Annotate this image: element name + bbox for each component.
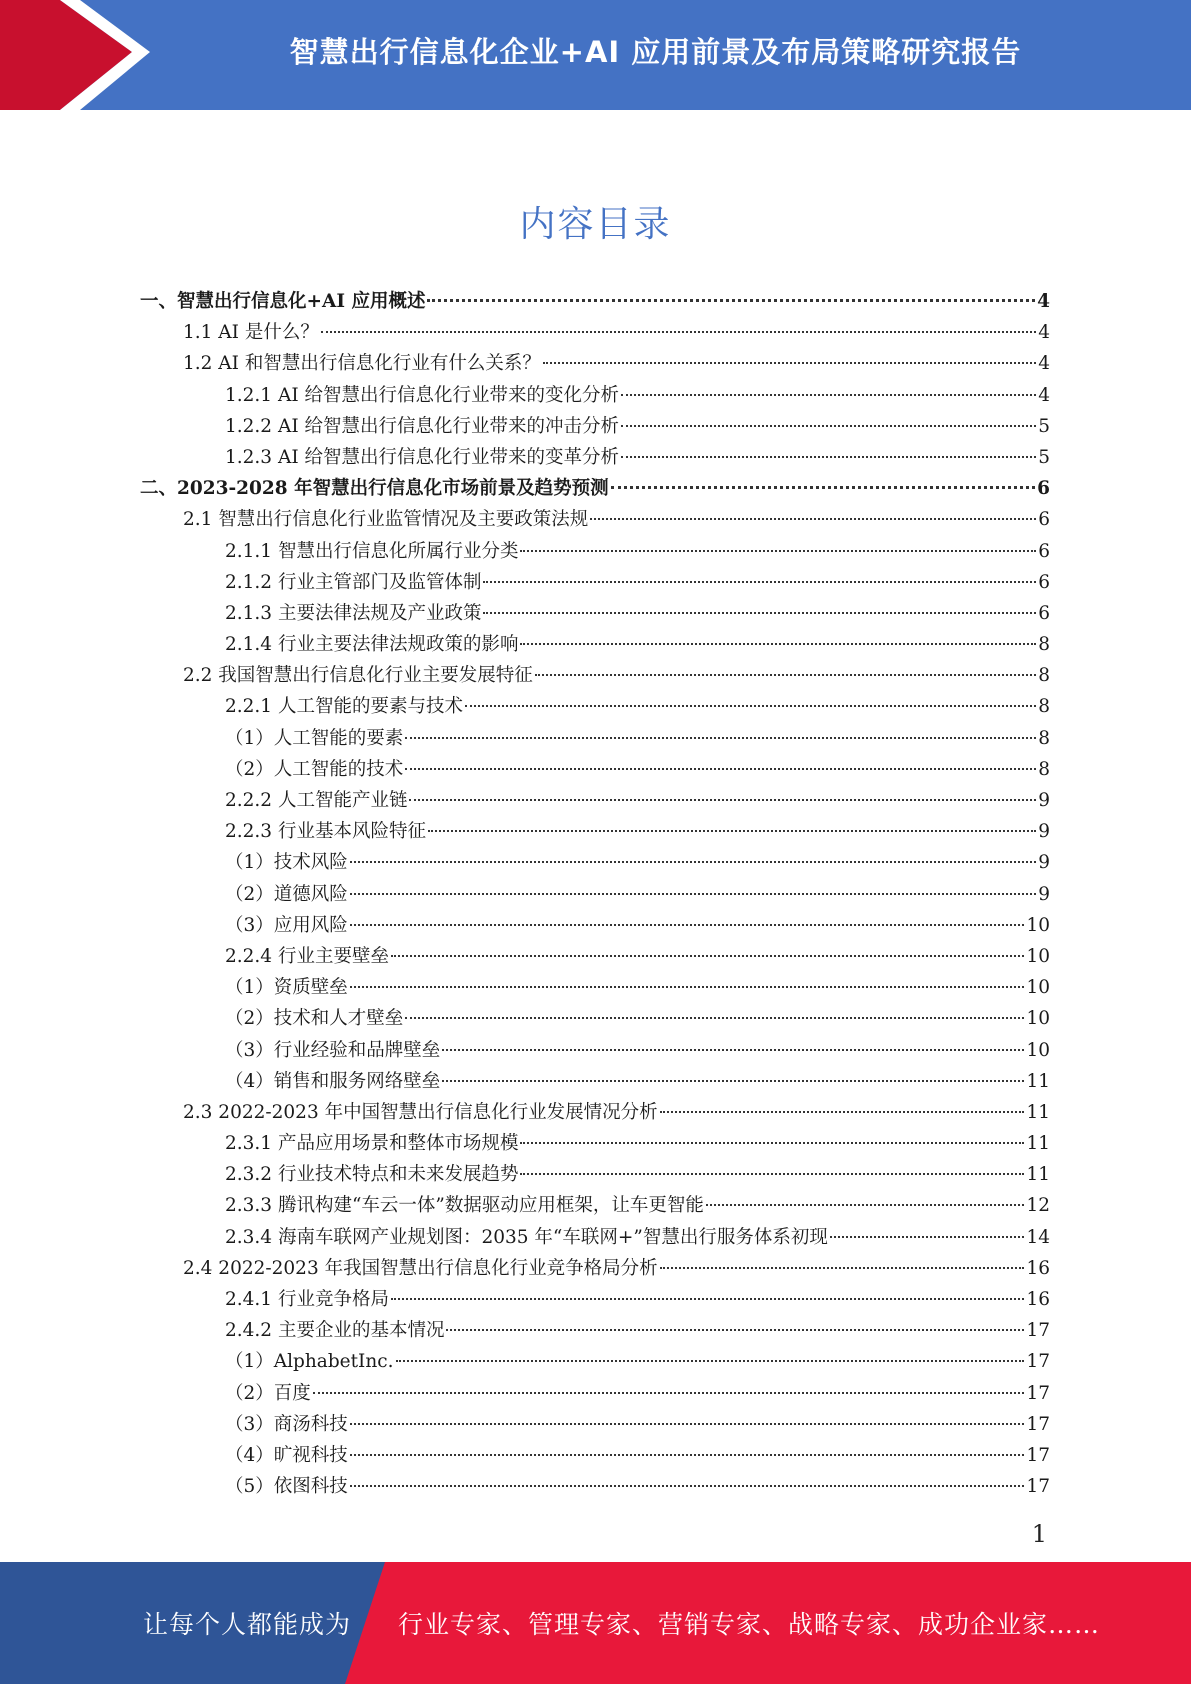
toc-entry[interactable] bbox=[140, 1066, 1050, 1097]
toc-entry-page: 9 bbox=[1038, 821, 1050, 843]
toc-entry-page: 4 bbox=[1037, 291, 1050, 312]
toc-entry[interactable] bbox=[140, 754, 1050, 785]
toc-entry-label: （1）技术风险 bbox=[225, 852, 348, 874]
toc-entry-label: 2.4 2022-2023 年我国智慧出行信息化行业竞争格局分析 bbox=[183, 1257, 658, 1279]
toc-dot-leader bbox=[313, 1392, 1025, 1394]
toc-entry[interactable] bbox=[140, 1003, 1050, 1034]
toc-entry[interactable] bbox=[140, 691, 1050, 722]
toc-entry-label: 2.3.1 产品应用场景和整体市场规模 bbox=[225, 1133, 519, 1155]
toc-entry[interactable] bbox=[140, 536, 1050, 567]
toc-entry-page: 10 bbox=[1026, 914, 1050, 936]
toc-entry-label: （2）技术和人才壁垒 bbox=[225, 1008, 404, 1030]
toc-entry-label: （1）AlphabetInc. bbox=[225, 1351, 394, 1373]
toc-entry-label: （2）道德风险 bbox=[225, 883, 348, 905]
toc-entry-page: 17 bbox=[1026, 1320, 1050, 1342]
toc-entry[interactable] bbox=[140, 286, 1050, 317]
toc-dot-leader bbox=[520, 1142, 1024, 1144]
toc-dot-leader bbox=[391, 955, 1024, 957]
toc-dot-leader bbox=[465, 705, 1036, 707]
toc-entry-page: 4 bbox=[1038, 353, 1050, 375]
toc-entry-label: 1.2 AI 和智慧出行信息化行业有什么关系？ bbox=[183, 353, 541, 375]
toc-entry-label: 2.3.3 腾讯构建“车云一体”数据驱动应用框架，让车更智能 bbox=[225, 1195, 704, 1217]
footer-banner bbox=[0, 1562, 1191, 1684]
toc-entry[interactable] bbox=[140, 1471, 1050, 1502]
toc-entry-label: 2.2.1 人工智能的要素与技术 bbox=[225, 696, 463, 718]
table-of-contents bbox=[140, 286, 1050, 1502]
toc-entry-page: 17 bbox=[1026, 1382, 1050, 1404]
toc-dot-leader bbox=[350, 986, 1025, 988]
toc-dot-leader bbox=[427, 299, 1035, 302]
header-chevron-decoration bbox=[0, 0, 160, 110]
toc-entry[interactable] bbox=[140, 660, 1050, 691]
toc-entry-label: 2.1 智慧出行信息化行业监管情况及主要政策法规 bbox=[183, 509, 589, 531]
toc-entry[interactable] bbox=[140, 1409, 1050, 1440]
toc-entry-label: 2.4.1 行业竞争格局 bbox=[225, 1289, 389, 1310]
toc-entry-label: （5）依图科技 bbox=[225, 1476, 348, 1498]
toc-entry-page: 17 bbox=[1026, 1476, 1050, 1498]
toc-dot-leader bbox=[442, 1080, 1024, 1082]
toc-entry-label: （3）商汤科技 bbox=[225, 1413, 348, 1435]
toc-entry[interactable] bbox=[140, 1253, 1050, 1284]
toc-entry-label: （1）资质壁垒 bbox=[225, 977, 348, 999]
toc-entry-label: 2.2 我国智慧出行信息化行业主要发展特征 bbox=[183, 665, 533, 687]
toc-entry[interactable] bbox=[140, 723, 1050, 754]
toc-entry-page: 10 bbox=[1026, 977, 1050, 999]
toc-dot-leader bbox=[660, 1111, 1025, 1113]
toc-entry-page: 4 bbox=[1038, 322, 1050, 344]
toc-entry-label: 2.2.2 人工智能产业链 bbox=[225, 790, 408, 811]
toc-dot-leader bbox=[543, 362, 1036, 364]
toc-entry[interactable] bbox=[140, 1035, 1050, 1066]
toc-entry-label: （3）应用风险 bbox=[225, 914, 348, 936]
toc-dot-leader bbox=[350, 1423, 1025, 1425]
toc-entry-page: 17 bbox=[1026, 1351, 1050, 1373]
toc-dot-leader bbox=[520, 1173, 1024, 1175]
toc-dot-leader bbox=[621, 425, 1036, 427]
toc-entry[interactable] bbox=[140, 348, 1050, 379]
toc-entry-page: 8 bbox=[1038, 696, 1050, 718]
toc-dot-leader bbox=[520, 550, 1036, 552]
toc-entry-page: 8 bbox=[1038, 727, 1050, 749]
toc-entry-label: 2.1.2 行业主管部门及监管体制 bbox=[225, 571, 482, 593]
toc-entry[interactable] bbox=[140, 629, 1050, 660]
toc-entry[interactable] bbox=[140, 1315, 1050, 1346]
toc-entry-label: 2.3.4 海南车联网产业规划图：2035 年“车联网+”智慧出行服务体系初现 bbox=[225, 1226, 828, 1248]
toc-entry[interactable] bbox=[140, 1190, 1050, 1221]
toc-entry-page: 6 bbox=[1038, 509, 1050, 531]
toc-dot-leader bbox=[428, 830, 1036, 832]
toc-entry-page: 8 bbox=[1038, 665, 1050, 687]
toc-heading: 内容目录 bbox=[519, 204, 672, 245]
footer-roles: 行业专家、管理专家、营销专家、战略专家、成功企业家…… bbox=[398, 1610, 1101, 1639]
toc-entry-page: 5 bbox=[1038, 415, 1050, 437]
toc-entry-page: 14 bbox=[1026, 1226, 1050, 1248]
toc-entry-label: 2.3 2022-2023 年中国智慧出行信息化行业发展情况分析 bbox=[183, 1101, 658, 1123]
toc-entry[interactable] bbox=[140, 1346, 1050, 1377]
toc-entry[interactable] bbox=[140, 504, 1050, 535]
toc-entry[interactable] bbox=[140, 1222, 1050, 1253]
toc-entry[interactable] bbox=[140, 972, 1050, 1003]
toc-entry-label: 2.1.1 智慧出行信息化所属行业分类 bbox=[225, 540, 519, 562]
toc-entry-label: 2.4.2 主要企业的基本情况 bbox=[225, 1320, 445, 1342]
toc-dot-leader bbox=[409, 799, 1036, 801]
toc-entry-page: 9 bbox=[1038, 852, 1050, 874]
toc-entry-label: （3）行业经验和品牌壁垒 bbox=[225, 1039, 441, 1061]
toc-entry[interactable] bbox=[140, 380, 1050, 411]
toc-dot-leader bbox=[535, 674, 1036, 676]
toc-dot-leader bbox=[350, 861, 1036, 863]
toc-entry[interactable] bbox=[140, 1128, 1050, 1159]
toc-entry-label: 2.3.2 行业技术特点和未来发展趋势 bbox=[225, 1164, 519, 1186]
toc-entry[interactable] bbox=[140, 879, 1050, 910]
toc-entry[interactable] bbox=[140, 317, 1050, 348]
toc-entry[interactable] bbox=[140, 1159, 1050, 1190]
footer-slogan: 让每个人都能成为 bbox=[143, 1610, 352, 1639]
toc-entry-label: （4）销售和服务网络壁垒 bbox=[225, 1070, 441, 1092]
toc-entry-label: （4）旷视科技 bbox=[225, 1444, 348, 1466]
toc-entry[interactable] bbox=[140, 941, 1050, 972]
toc-dot-leader bbox=[706, 1204, 1025, 1206]
toc-entry-page: 9 bbox=[1038, 790, 1050, 811]
page-number: 1 bbox=[1031, 1520, 1047, 1548]
toc-dot-leader bbox=[660, 1267, 1025, 1269]
toc-entry-label: 2.1.4 行业主要法律法规政策的影响 bbox=[225, 634, 519, 656]
toc-entry-label: （2）百度 bbox=[225, 1382, 311, 1404]
toc-entry[interactable] bbox=[140, 473, 1050, 504]
toc-dot-leader bbox=[321, 331, 1036, 333]
toc-entry-page: 10 bbox=[1026, 1008, 1050, 1030]
toc-entry-page: 11 bbox=[1026, 1101, 1050, 1123]
toc-entry-label: 二、2023-2028 年智慧出行信息化市场前景及趋势预测 bbox=[140, 478, 609, 500]
toc-entry-page: 17 bbox=[1026, 1413, 1050, 1435]
toc-dot-leader bbox=[483, 612, 1036, 614]
toc-entry-label: 1.1 AI 是什么？ bbox=[183, 322, 319, 344]
toc-entry-page: 6 bbox=[1038, 540, 1050, 562]
toc-dot-leader bbox=[830, 1236, 1025, 1238]
toc-entry-page: 8 bbox=[1038, 758, 1050, 780]
toc-dot-leader bbox=[405, 1017, 1024, 1019]
toc-dot-leader bbox=[520, 643, 1036, 645]
toc-entry-page: 5 bbox=[1038, 446, 1050, 468]
toc-entry-label: 2.2.4 行业主要壁垒 bbox=[225, 945, 389, 967]
toc-entry[interactable] bbox=[140, 411, 1050, 442]
toc-entry-page: 12 bbox=[1026, 1195, 1050, 1217]
toc-dot-leader bbox=[350, 1485, 1025, 1487]
toc-dot-leader bbox=[391, 1298, 1024, 1300]
toc-entry-page: 6 bbox=[1038, 602, 1050, 624]
toc-entry-label: 1.2.1 AI 给智慧出行信息化行业带来的变化分析 bbox=[225, 384, 620, 406]
toc-dot-leader bbox=[483, 581, 1036, 583]
toc-entry-page: 11 bbox=[1026, 1133, 1050, 1155]
toc-entry-page: 8 bbox=[1038, 634, 1050, 656]
toc-entry[interactable] bbox=[140, 1440, 1050, 1471]
toc-dot-leader bbox=[590, 518, 1036, 520]
toc-entry-page: 6 bbox=[1037, 478, 1050, 500]
toc-entry-page: 11 bbox=[1026, 1070, 1050, 1092]
toc-entry-label: 1.2.2 AI 给智慧出行信息化行业带来的冲击分析 bbox=[225, 415, 620, 437]
toc-entry-page: 16 bbox=[1026, 1257, 1050, 1279]
toc-entry[interactable] bbox=[140, 816, 1050, 847]
toc-entry[interactable] bbox=[140, 442, 1050, 473]
toc-dot-leader bbox=[405, 737, 1036, 739]
toc-entry[interactable] bbox=[140, 1284, 1050, 1315]
toc-dot-leader bbox=[442, 1049, 1024, 1051]
toc-entry-label: 2.2.3 行业基本风险特征 bbox=[225, 821, 426, 843]
toc-dot-leader bbox=[621, 456, 1036, 458]
toc-dot-leader bbox=[350, 924, 1025, 926]
toc-entry-label: （1）人工智能的要素 bbox=[225, 727, 404, 749]
toc-entry[interactable] bbox=[140, 598, 1050, 629]
toc-entry-page: 16 bbox=[1026, 1289, 1050, 1310]
report-title: 智慧出行信息化企业+AI 应用前景及布局策略研究报告 bbox=[289, 34, 1022, 69]
toc-entry-label: （2）人工智能的技术 bbox=[225, 758, 404, 780]
toc-dot-leader bbox=[396, 1360, 1025, 1362]
toc-entry-label: 1.2.3 AI 给智慧出行信息化行业带来的变革分析 bbox=[225, 446, 620, 468]
toc-entry-page: 6 bbox=[1038, 571, 1050, 593]
toc-entry-page: 4 bbox=[1038, 384, 1050, 406]
toc-entry-page: 11 bbox=[1026, 1164, 1050, 1186]
toc-entry-page: 17 bbox=[1026, 1444, 1050, 1466]
toc-entry[interactable] bbox=[140, 1097, 1050, 1128]
toc-entry-page: 10 bbox=[1026, 945, 1050, 967]
toc-dot-leader bbox=[611, 486, 1036, 489]
toc-entry[interactable] bbox=[140, 1378, 1050, 1409]
toc-dot-leader bbox=[621, 394, 1036, 396]
header-banner bbox=[0, 0, 1191, 110]
toc-dot-leader bbox=[405, 768, 1036, 770]
toc-entry-label: 2.1.3 主要法律法规及产业政策 bbox=[225, 602, 482, 624]
toc-entry[interactable] bbox=[140, 847, 1050, 878]
toc-dot-leader bbox=[350, 1454, 1025, 1456]
toc-dot-leader bbox=[350, 893, 1036, 895]
toc-entry-label: 一、智慧出行信息化+AI 应用概述 bbox=[140, 291, 426, 312]
toc-entry[interactable] bbox=[140, 910, 1050, 941]
toc-entry[interactable] bbox=[140, 567, 1050, 598]
toc-entry-page: 9 bbox=[1038, 883, 1050, 905]
toc-dot-leader bbox=[446, 1329, 1024, 1331]
toc-entry-page: 10 bbox=[1026, 1039, 1050, 1061]
toc-entry[interactable] bbox=[140, 785, 1050, 816]
